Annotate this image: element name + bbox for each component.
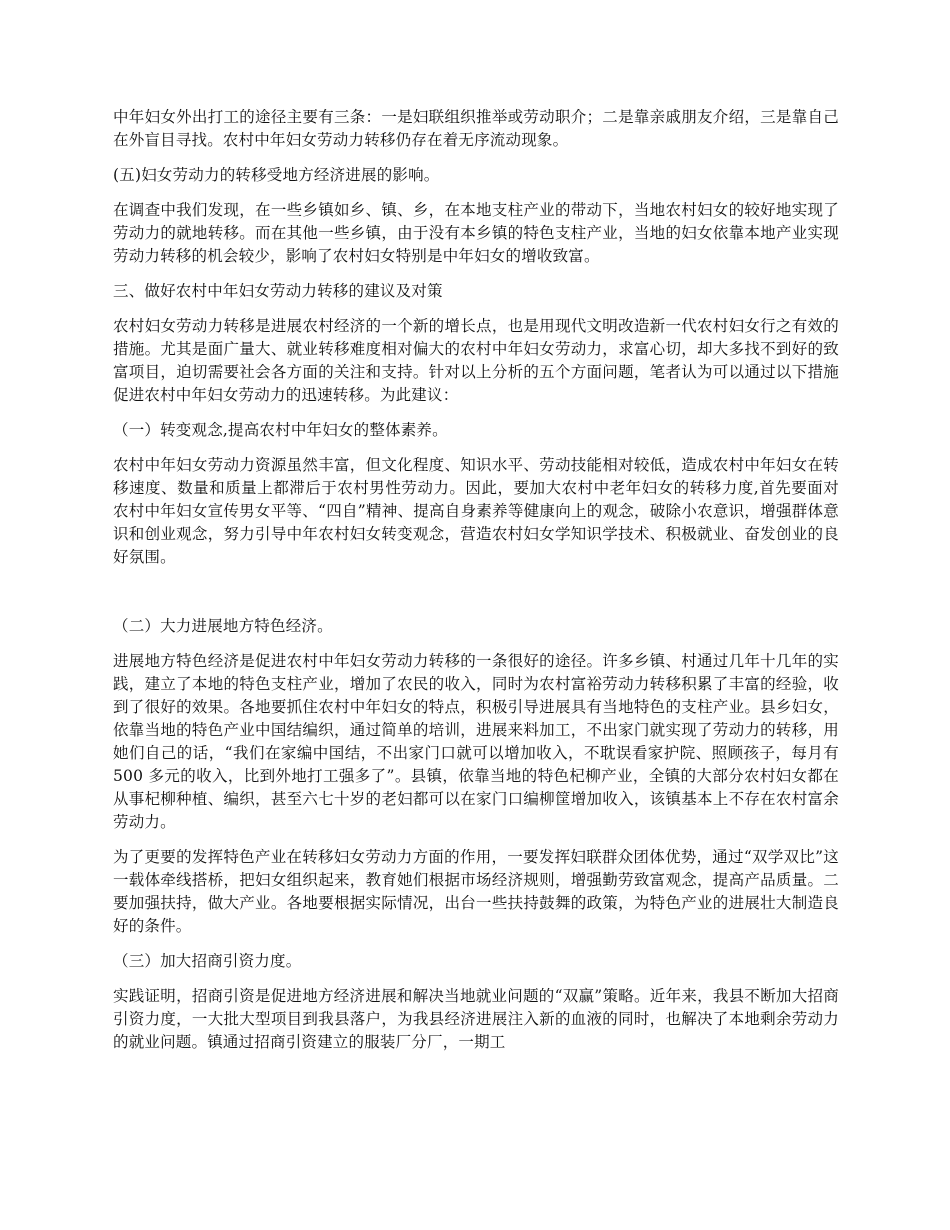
section-heading: （二）大力进展地方特色经济。 — [113, 617, 333, 635]
blank-space — [113, 581, 839, 615]
document-body — [113, 106, 839, 1066]
section-heading: 三、做好农村中年妇女劳动力转移的建议及对策 — [113, 282, 443, 300]
paragraph: 为了更要的发挥特色产业在转移妇女劳动力方面的作用，一要发挥妇联群众团体优势，通过“双学双比”这一载体牵线搭桥，把妇女组织起来，教育她们根据市场经济规则，增强勤劳致富观念，提高产品质量。二要加强扶持，做大产业。各地要根据实际情况，出台一些扶持鼓舞的政策，为特色产业的进展壮大制造良好的条件。 — [113, 848, 839, 935]
paragraph: 中年妇女外出打工的途径主要有三条：一是妇联组织推举或劳动职介；二是靠亲戚朋友介绍，三是靠自己在外盲目寻找。农村中年妇女劳动力转移仍存在着无序流动现象。 — [113, 108, 839, 149]
section-heading: （三）加大招商引资力度。 — [113, 952, 302, 970]
paragraph: 实践证明，招商引资是促进地方经济进展和解决当地就业问题的“双赢”策略。近年来，我县不断加大招商引资力度，一大批大型项目到我县落户，为我县经济进展注入新的血液的同时，也解决了本地剩余劳动力的就业问题。镇通过招商引资建立的服装厂分厂，一期工 — [113, 987, 839, 1051]
section-heading: （一）转变观念,提高农村中年妇女的整体素养。 — [113, 421, 448, 439]
paragraph: 在调查中我们发现，在一些乡镇如乡、镇、乡，在本地支柱产业的带动下，当地农村妇女的较好地实现了劳动力的就地转移。而在其他一些乡镇，由于没有本乡镇的特色支柱产业，当地的妇女依靠本地产业实现劳动力转移的机会较少，影响了农村妇女特别是中年妇女的增收致富。 — [113, 201, 839, 265]
paragraph: 农村妇女劳动力转移是进展农村经济的一个新的增长点，也是用现代文明改造新一代农村妇女行之有效的措施。尤其是面广量大、就业转移难度相对偏大的农村中年妇女劳动力，求富心切，却大多找不到好的致富项目，迫切需要社会各方面的关注和支持。针对以上分析的五个方面问题，笔者认为可以通过以下措施促进农村中年妇女劳动力的迅速转移。为此建议： — [113, 317, 839, 404]
paragraph: 农村中年妇女劳动力资源虽然丰富，但文化程度、知识水平、劳动技能相对较低，造成农村中年妇女在转移速度、数量和质量上都滞后于农村男性劳动力。因此，要加大农村中老年妇女的转移力度,首先要面对农村中年妇女宣传男女平等、“四自”精神、提高自身素养等健康向上的观念，破除小农意识，增强群体意识和创业观念，努力引导中年农村妇女转变观念，营造农村妇女学知识学技术、积极就业、奋发创业的良好氛围。 — [113, 456, 839, 566]
paragraph: 进展地方特色经济是促进农村中年妇女劳动力转移的一条很好的途径。许多乡镇、村通过几年十几年的实践，建立了本地的特色支柱产业，增加了农民的收入，同时为农村富裕劳动力转移积累了丰富的经验，收到了很好的效果。各地要抓住农村中年妇女的特点，积极引导进展具有当地特色的支柱产业。县乡妇女，依靠当地的特色产业中国结编织，通过简单的培训，进展来料加工，不出家门就实现了劳动力的转移，用她们自己的话，“我们在家编中国结，不出家门口就可以增加收入，不耽误看家护院、照顾孩子，每月有 500 多元的收入，比到外地打工强多了”。县镇，依靠当地的特色杞柳产业，全镇的大部分农村妇女都在从事杞柳种植、编织，甚至六七十岁的老妇都可以在家门口编柳筐增加收入，该镇基本上不存在农村富余劳动力。 — [113, 652, 839, 831]
section-heading: (五)妇女劳动力的转移受地方经济进展的影响。 — [113, 166, 440, 184]
